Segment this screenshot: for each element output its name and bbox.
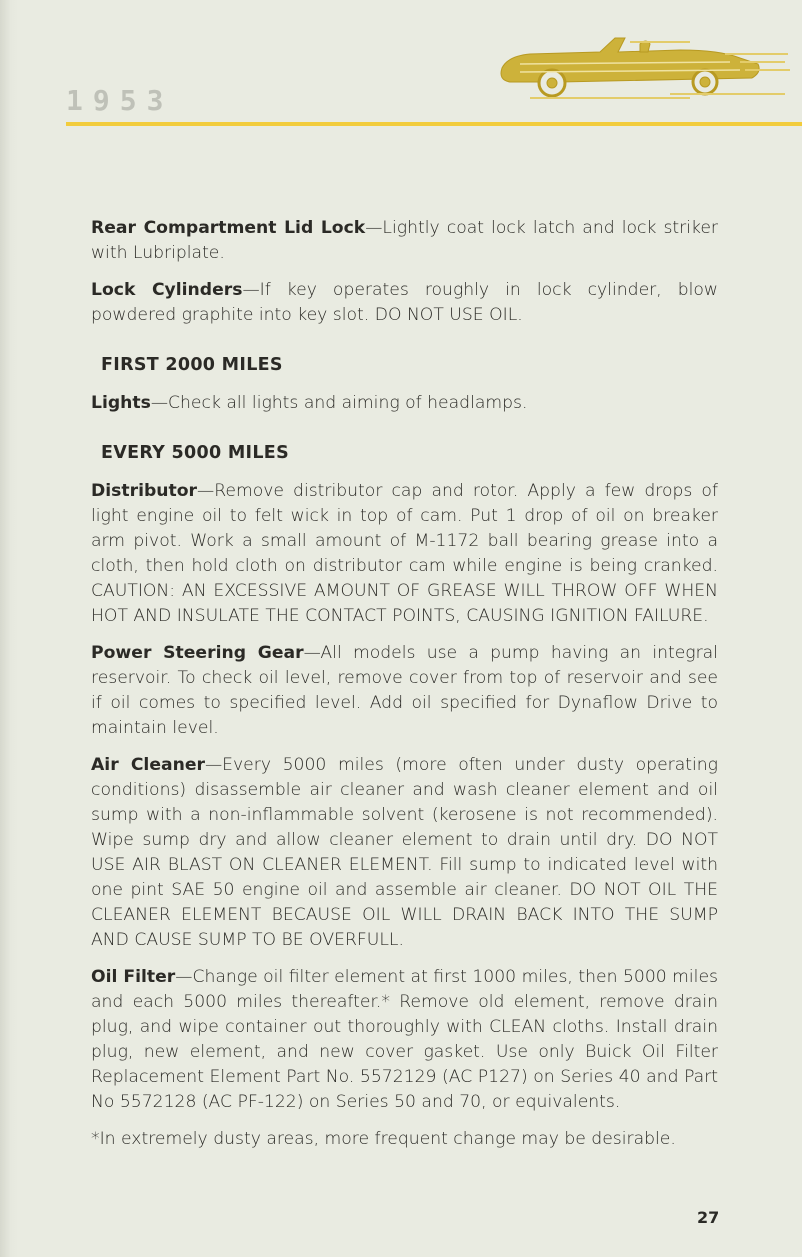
page-binding-edge — [0, 0, 18, 1257]
em-dash: — — [197, 481, 215, 501]
em-dash: — — [242, 280, 260, 300]
header-rule — [66, 122, 802, 126]
em-dash: — — [365, 218, 383, 238]
page-number: 27 — [697, 1208, 720, 1227]
car-convertible-icon — [490, 28, 790, 103]
item-text: Lightly coat lock latch and lock striker with Lubriplate. — [91, 218, 718, 263]
em-dash: — — [204, 755, 223, 775]
year-label: 1953 — [66, 84, 174, 117]
item-text: Remove distributor cap and rotor. Apply a few drops of light engine oil to felt wick in top of cam. Put 1 drop of oil on breaker arm pivot. Work a small amount of M-1172 ball bearing grease into a cloth, then hold cloth on distributor cam while engine is being cranked. CAUTION: AN EXCESSIVE AMOUNT OF GREASE WILL THROW OFF WHEN HOT AND INSULATE THE CONTACT POINTS, CAUSING IGNITION FAILURE. — [91, 481, 718, 626]
item-text: All models use a pump having an integral reservoir. To check oil level, remove cover from top of reservoir and see if oil comes to specified level. Add oil specified for Dynaflow Drive to maintain level. — [91, 643, 718, 738]
item-text: Every 5000 miles (more often under dusty operating conditions) disassemble air cleaner and wash cleaner element and oil sump with a non-inflammable solvent (kerosene is not recommended). Wipe sump dry and allow cleaner element to drain until dry. DO NOT USE AIR BLAST ON CLEANER ELEMENT. Fill sump to indicated level with one pint SAE 50 engine oil and assemble air cleaner. DO NOT OIL THE CLEANER ELEMENT BECAUSE OIL WILL DRAIN BACK INTO THE SUMP AND CAUSE SUMP TO BE OVERFULL. — [91, 755, 718, 950]
item-title: Oil Filter — [91, 967, 176, 987]
item-rear-compartment-lid-lock — [91, 216, 718, 266]
item-power-steering-gear — [91, 641, 718, 741]
em-dash: — — [303, 643, 321, 663]
em-dash: — — [150, 393, 169, 413]
item-text: Check all lights and aiming of headlamps. — [168, 393, 528, 413]
item-title: Lock Cylinders — [91, 280, 243, 300]
em-dash: — — [175, 967, 193, 987]
item-oil-filter — [91, 965, 718, 1115]
item-title: Distributor — [91, 481, 198, 501]
heading-every-5000-miles: EVERY 5000 MILES — [101, 443, 289, 463]
item-title: Rear Compartment Lid Lock — [91, 218, 366, 238]
item-distributor — [91, 479, 718, 629]
item-title: Air Cleaner — [91, 755, 205, 775]
item-text: Change oil filter element at first 1000 miles, then 5000 miles and each 5000 miles thereafter.* Remove old element, remove drain plug, and wipe container out thoroughly with CLEAN cloths. Install drain plug, new element, and new cover gasket. Use only Buick Oil Filter Replacement Element Part No. 5572129 (AC P127) on Series 40 and Part No 5572128 (AC PF-122) on Series 50 and 70, or equivalents. — [91, 967, 718, 1112]
document-body — [91, 216, 718, 1169]
footnote: *In extremely dusty areas, more frequent change may be desirable. — [91, 1129, 676, 1149]
item-title: Lights — [91, 393, 151, 413]
item-lock-cylinders — [91, 278, 718, 328]
item-lights — [91, 391, 718, 416]
item-title: Power Steering Gear — [91, 643, 304, 663]
item-air-cleaner — [91, 753, 718, 953]
heading-first-2000-miles: FIRST 2000 MILES — [101, 355, 283, 375]
item-text: If key operates roughly in lock cylinder, blow powdered graphite into key slot. DO NOT USE OIL. — [91, 280, 718, 325]
